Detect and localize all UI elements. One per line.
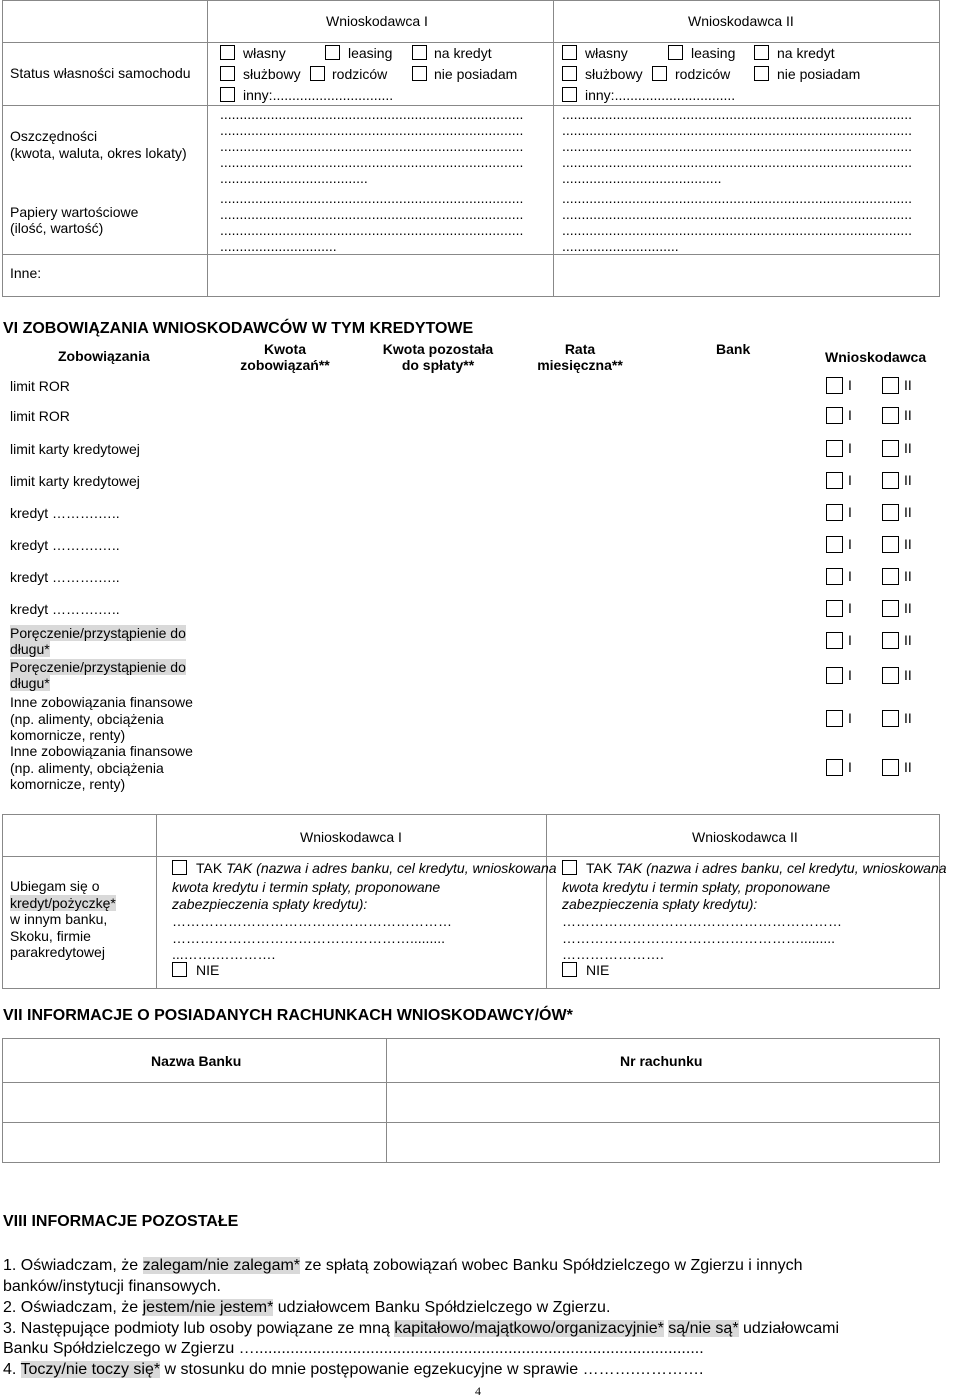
apply-applicant-1-header: Wnioskodawca I <box>300 829 402 845</box>
obligation-row-label: kredyt ……….….. <box>10 601 120 617</box>
section-7-title: VII INFORMACJE O POSIADANYCH RACHUNKACH WNIOSKODAWCY/ÓW* <box>3 1007 573 1024</box>
obligation-row-label: kredyt ……….….. <box>10 537 120 553</box>
car-credit-label: na kredyt <box>434 45 492 61</box>
car-status-label: Status własności samochodu <box>10 65 191 81</box>
applicant-ii-label: II <box>904 440 912 456</box>
applicant-i-checkbox[interactable] <box>826 504 843 521</box>
applicant-ii-label: II <box>904 536 912 552</box>
car-credit-checkbox-1[interactable] <box>412 45 427 60</box>
guarantee-label-2: Poręczenie/przystąpienie do długu* <box>10 659 186 691</box>
securities-line-2[interactable]: .............................................................................. <box>220 206 524 222</box>
apply-details-2: kwota kredytu i termin spłaty, proponowane zabezpieczenia spłaty kredytu): <box>562 879 831 912</box>
securities-line-4[interactable]: .............................. <box>220 238 337 254</box>
installment-header: Rata miesięczna** <box>537 341 623 373</box>
car-none-label: nie posiadam <box>777 66 861 82</box>
car-other-label[interactable]: inny:............................... <box>585 87 736 103</box>
apply-dots-2[interactable]: …………………………………………………… ……………………………………………......... …………………. <box>562 913 842 962</box>
applicant-i-checkbox[interactable] <box>826 568 843 585</box>
car-parents-label: rodziców <box>675 66 731 82</box>
applicant-i-label: I <box>848 504 852 520</box>
savings-line-1[interactable]: .......................................................................................... <box>562 106 913 122</box>
car-company-label: służbowy <box>243 66 301 82</box>
car-other-label[interactable]: inny:............................... <box>243 87 394 103</box>
applicant-i-checkbox[interactable] <box>826 632 843 649</box>
savings-line-3[interactable]: .......................................................................................... <box>562 138 913 154</box>
savings-line-4[interactable]: .............................................................................. <box>220 154 524 170</box>
applicant-i-checkbox[interactable] <box>826 600 843 617</box>
securities-line-2[interactable]: .......................................................................................... <box>562 206 913 222</box>
remaining-header: Kwota pozostała do spłaty** <box>382 341 494 373</box>
page-number: 4 <box>475 1384 481 1398</box>
savings-line-1[interactable]: .............................................................................. <box>220 106 524 122</box>
applicant-i-checkbox[interactable] <box>826 667 843 684</box>
car-other-checkbox-2[interactable] <box>562 87 577 102</box>
car-own-label: własny <box>243 45 286 61</box>
apply-no-label-1: NIE <box>196 962 220 978</box>
applicant-ii-checkbox[interactable] <box>882 377 899 394</box>
apply-yes-label-1: TAK TAK (nazwa i adres banku, cel kredytu, wnioskowana <box>196 860 557 876</box>
amount-header: Kwota zobowiązań** <box>240 341 330 373</box>
applicant-i-checkbox[interactable] <box>826 536 843 553</box>
applicant-ii-checkbox[interactable] <box>882 472 899 489</box>
applicant-i-label: I <box>848 568 852 584</box>
apply-yes-checkbox-1[interactable] <box>172 860 187 875</box>
savings-label: Oszczędności <box>10 128 98 144</box>
savings-line-5[interactable]: ......................................... <box>562 170 722 186</box>
car-own-checkbox-1[interactable] <box>220 45 235 60</box>
applicant-i-checkbox[interactable] <box>826 377 843 394</box>
car-parents-label: rodziców <box>332 66 388 82</box>
savings-label-2: (kwota, waluta, okres lokaty) <box>10 145 187 161</box>
applicant-ii-checkbox[interactable] <box>882 600 899 617</box>
obligation-row-label: kredyt ……….….. <box>10 569 120 585</box>
securities-line-4[interactable]: .............................. <box>562 238 679 254</box>
applicant-i-label: I <box>848 632 852 648</box>
apply-no-checkbox-1[interactable] <box>172 962 187 977</box>
applicant-ii-checkbox[interactable] <box>882 568 899 585</box>
car-company-checkbox-1[interactable] <box>220 66 235 81</box>
applicant-ii-label: II <box>904 600 912 616</box>
apply-yes-checkbox-2[interactable] <box>562 860 577 875</box>
applicant-i-checkbox[interactable] <box>826 440 843 457</box>
apply-details-1: kwota kredytu i termin spłaty, proponowane zabezpieczenia spłaty kredytu): <box>172 879 441 912</box>
applicant-i-label: I <box>848 710 852 726</box>
car-none-label: nie posiadam <box>434 66 518 82</box>
applicant-ii-checkbox[interactable] <box>882 407 899 424</box>
applicant-ii-label: II <box>904 407 912 423</box>
car-company-checkbox-2[interactable] <box>562 66 577 81</box>
applicant-ii-label: II <box>904 759 912 775</box>
apply-applicant-2-header: Wnioskodawca II <box>692 829 798 845</box>
securities-label-2: (ilość, wartość) <box>10 220 104 236</box>
apply-dots-1[interactable]: …………………………………………………… ……………………………………………......... ...…….…………. <box>172 913 452 962</box>
applicant-ii-label: II <box>904 377 912 393</box>
statement-2: 2. Oświadczam, że jestem/nie jestem* udziałowcem Banku Spółdzielczego w Zgierzu. <box>3 1299 611 1316</box>
applicant-i-label: I <box>848 759 852 775</box>
applicant-i-checkbox[interactable] <box>826 759 843 776</box>
securities-line-1[interactable]: .............................................................................. <box>220 190 524 206</box>
car-own-label: własny <box>585 45 628 61</box>
applicant-ii-label: II <box>904 710 912 726</box>
applicant-ii-checkbox[interactable] <box>882 632 899 649</box>
securities-line-3[interactable]: .......................................................................................... <box>562 222 913 238</box>
car-none-checkbox-2[interactable] <box>754 66 769 81</box>
car-none-checkbox-1[interactable] <box>412 66 427 81</box>
car-leasing-label: leasing <box>691 45 736 61</box>
savings-line-2[interactable]: .......................................................................................... <box>562 122 913 138</box>
obligation-row-label: limit ROR <box>10 378 70 394</box>
guarantee-label-1: Poręczenie/przystąpienie do długu* <box>10 625 186 657</box>
obligation-row-label: kredyt ……….….. <box>10 505 120 521</box>
car-credit-checkbox-2[interactable] <box>754 45 769 60</box>
accounts-table <box>2 1038 940 1163</box>
car-credit-label: na kredyt <box>777 45 835 61</box>
bank-name-header: Nazwa Banku <box>151 1053 242 1069</box>
applicant-ii-label: II <box>904 504 912 520</box>
applicant-header: Wnioskodawca <box>825 349 927 365</box>
obligations-header: Zobowiązania <box>58 348 150 364</box>
applicant-ii-label: II <box>904 472 912 488</box>
car-parents-checkbox-2[interactable] <box>652 66 667 81</box>
applicant-i-label: I <box>848 440 852 456</box>
applicant-ii-checkbox[interactable] <box>882 504 899 521</box>
other-obligations-label-2: Inne zobowiązania finansowe (np. alimenty, obciążenia komornicze, renty) <box>10 743 193 792</box>
applicant-ii-label: II <box>904 568 912 584</box>
applicant-i-checkbox[interactable] <box>826 407 843 424</box>
apply-yes-label-2: TAK TAK (nazwa i adres banku, cel kredytu, wnioskowana <box>586 860 947 876</box>
applicant-i-label: I <box>848 377 852 393</box>
applicant-ii-checkbox[interactable] <box>882 667 899 684</box>
applicant-i-label: I <box>848 407 852 423</box>
applicant-i-label: I <box>848 667 852 683</box>
car-leasing-checkbox-1[interactable] <box>325 45 340 60</box>
applicant-i-label: I <box>848 472 852 488</box>
section-8-title: VIII INFORMACJE POZOSTAŁE <box>3 1213 239 1230</box>
applicant-ii-checkbox[interactable] <box>882 440 899 457</box>
statement-1-cont: banków/instytucji finansowych. <box>3 1278 221 1295</box>
car-leasing-label: leasing <box>348 45 393 61</box>
securities-label: Papiery wartościowe <box>10 204 139 220</box>
applicant-1-header: Wnioskodawca I <box>326 13 428 29</box>
account-number-header: Nr rachunku <box>620 1053 703 1069</box>
applicant-ii-checkbox[interactable] <box>882 710 899 727</box>
car-leasing-checkbox-2[interactable] <box>668 45 683 60</box>
securities-line-3[interactable]: .............................................................................. <box>220 222 524 238</box>
obligation-row-label: limit karty kredytowej <box>10 441 140 457</box>
car-company-label: służbowy <box>585 66 643 82</box>
applicant-i-label: I <box>848 536 852 552</box>
car-other-checkbox-1[interactable] <box>220 87 235 102</box>
applicant-ii-checkbox[interactable] <box>882 536 899 553</box>
car-own-checkbox-2[interactable] <box>562 45 577 60</box>
apply-no-label-2: NIE <box>586 962 610 978</box>
savings-line-5[interactable]: ...................................... <box>220 170 368 186</box>
obligation-row-label: limit ROR <box>10 408 70 424</box>
applicant-2-header: Wnioskodawca II <box>688 13 794 29</box>
statement-1: 1. Oświadczam, że zalegam/nie zalegam* ze spłatą zobowiązań wobec Banku Spółdzielczego w Zgierzu i innych <box>3 1257 803 1274</box>
savings-line-2[interactable]: .............................................................................. <box>220 122 524 138</box>
statement-4: 4. Toczy/nie toczy się* w stosunku do mnie postępowanie egzekucyjne w sprawie ……….…………. <box>3 1361 704 1378</box>
car-parents-checkbox-1[interactable] <box>310 66 325 81</box>
apply-label: Ubiegam się o kredyt/pożyczkę* w innym banku, Skoku, firmie parakredytowej <box>10 878 116 960</box>
applicant-ii-label: II <box>904 632 912 648</box>
other-obligations-label-1: Inne zobowiązania finansowe (np. alimenty, obciążenia komornicze, renty) <box>10 694 193 743</box>
applicant-i-checkbox[interactable] <box>826 472 843 489</box>
section-6-title: VI ZOBOWIĄZANIA WNIOSKODAWCÓW W TYM KREDYTOWE <box>3 320 474 337</box>
other-assets-label: Inne: <box>10 265 42 281</box>
applicant-ii-checkbox[interactable] <box>882 759 899 776</box>
securities-line-1[interactable]: .......................................................................................... <box>562 190 913 206</box>
bank-header: Bank <box>716 341 751 357</box>
applicant-ii-label: II <box>904 667 912 683</box>
obligation-row-label: limit karty kredytowej <box>10 473 140 489</box>
savings-line-3[interactable]: .............................................................................. <box>220 138 524 154</box>
savings-line-4[interactable]: .......................................................................................... <box>562 154 913 170</box>
statement-3: 3. Następujące podmioty lub osoby powiązane ze mną kapitałowo/majątkowo/organizacyjnie* są/nie są* udziałowcami <box>3 1320 840 1337</box>
apply-no-checkbox-2[interactable] <box>562 962 577 977</box>
statement-3-cont: Banku Spółdzielczego w Zgierzu …..................................................................................................... <box>3 1340 704 1357</box>
applicant-i-checkbox[interactable] <box>826 710 843 727</box>
applicant-i-label: I <box>848 600 852 616</box>
